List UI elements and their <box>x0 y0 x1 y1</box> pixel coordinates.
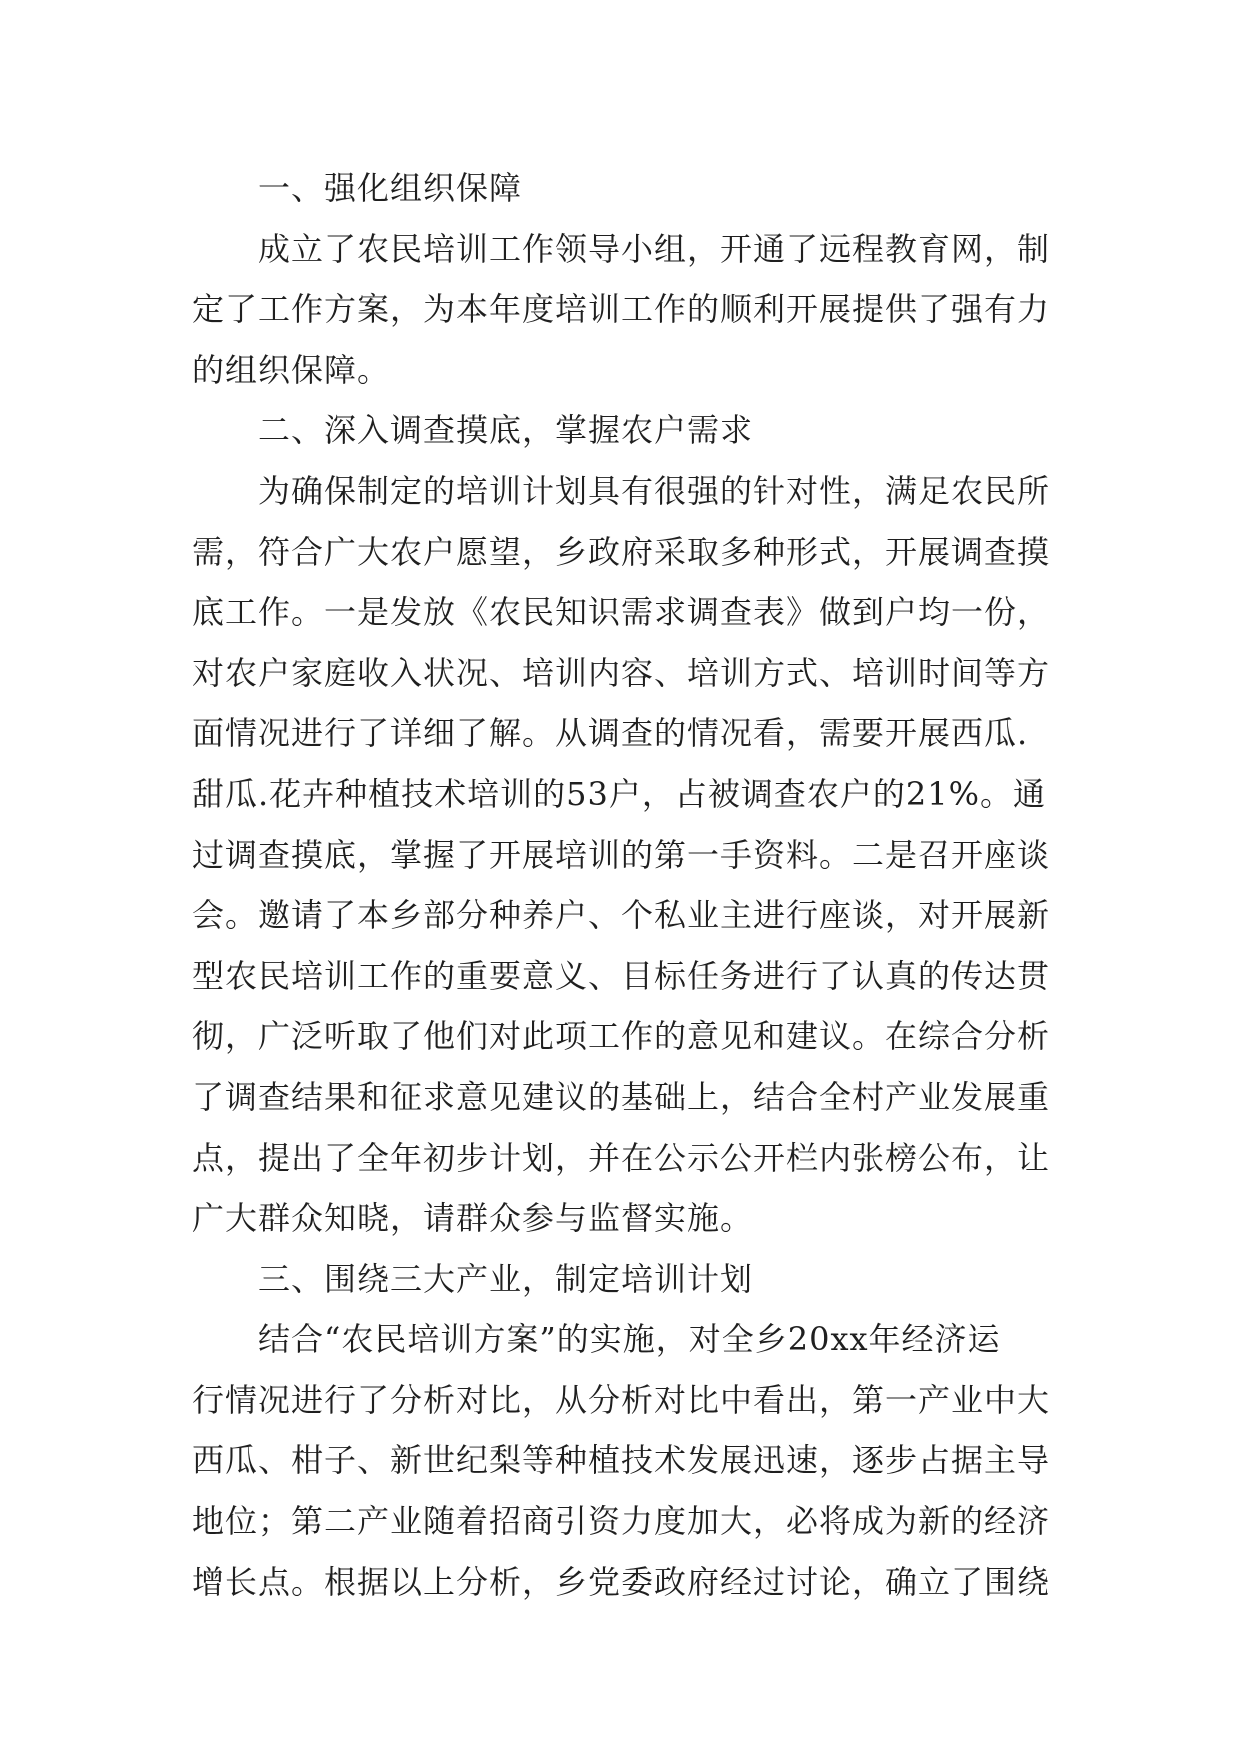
paragraph-line: 型农民培训工作的重要意义、目标任务进行了认真的传达贯 <box>192 956 1051 995</box>
paragraph-line: 底工作。一是发放《农民知识需求调查表》做到户均一份， <box>192 593 1051 632</box>
document-body <box>192 158 1052 1612</box>
paragraph-line: 点，提出了全年初步计划，并在公示公开栏内张榜公布，让 <box>192 1138 1051 1177</box>
paragraph-line: 会。邀请了本乡部分种养户、个私业主进行座谈，对开展新 <box>192 896 1051 935</box>
paragraph-line: 行情况进行了分析对比，从分析对比中看出，第一产业中大 <box>192 1380 1051 1419</box>
paragraph-line: 地位；第二产业随着招商引资力度加大，必将成为新的经济 <box>192 1502 1051 1541</box>
section-heading-1: 一、强化组织保障 <box>258 169 523 207</box>
paragraph-line: 增长点。根据以上分析，乡党委政府经过讨论，确立了围绕 <box>192 1562 1051 1601</box>
paragraph-line: 定了工作方案，为本年度培训工作的顺利开展提供了强有力 <box>192 290 1051 329</box>
paragraph-line: 成立了农民培训工作领导小组，开通了远程教育网，制 <box>258 229 1051 268</box>
paragraph-line: 广大群众知晓，请群众参与监督实施。 <box>192 1199 754 1238</box>
paragraph-line: 了调查结果和征求意见建议的基础上，结合全村产业发展重 <box>192 1077 1051 1116</box>
paragraph-line: 的组织保障。 <box>192 350 391 389</box>
section-heading-2: 二、深入调查摸底，掌握农户需求 <box>258 411 754 450</box>
paragraph-line: 彻，广泛听取了他们对此项工作的意见和建议。在综合分析 <box>192 1017 1051 1056</box>
paragraph-line: 对农户家庭收入状况、培训内容、培训方式、培训时间等方 <box>192 653 1051 692</box>
paragraph-line: 过调查摸底，掌握了开展培训的第一手资料。二是召开座谈 <box>192 835 1051 874</box>
paragraph-line: 结合“农民培训方案”的实施，对全乡20xx年经济运 <box>258 1320 1001 1359</box>
section-heading-3: 三、围绕三大产业，制定培训计划 <box>258 1259 754 1298</box>
paragraph-line: 甜瓜.花卉种植技术培训的53户，占被调查农户的21%。通 <box>192 774 1047 813</box>
paragraph-line: 面情况进行了详细了解。从调查的情况看，需要开展西瓜. <box>192 714 1029 753</box>
paragraph-line: 为确保制定的培训计划具有很强的针对性，满足农民所 <box>258 471 1051 510</box>
paragraph-line: 西瓜、柑子、新世纪梨等种植技术发展迅速，逐步占据主导 <box>192 1441 1051 1480</box>
paragraph-line: 需，符合广大农户愿望，乡政府采取多种形式，开展调查摸 <box>192 532 1051 571</box>
